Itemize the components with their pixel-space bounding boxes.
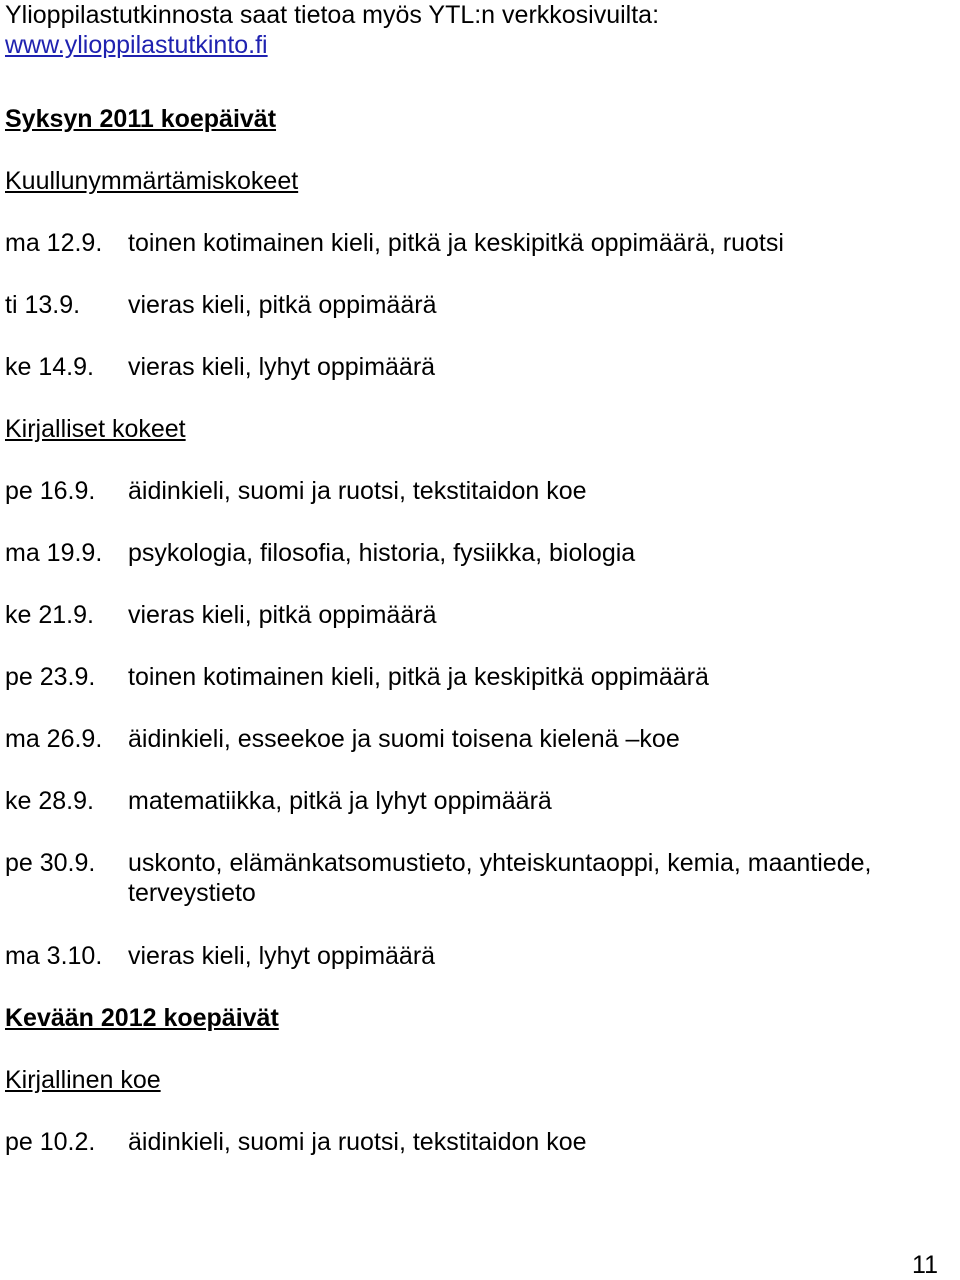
- exam-subject: vieras kieli, lyhyt oppimäärä: [128, 353, 436, 381]
- exam-subject: vieras kieli, pitkä oppimäärä: [128, 291, 437, 319]
- written-exams-heading: Kirjalliset kokeet: [5, 415, 186, 443]
- exam-date: ke 28.9.: [5, 787, 94, 815]
- exam-subject: uskonto, elämänkatsomustieto, yhteiskuntaoppi, kemia, maantiede, terveystieto: [128, 849, 872, 907]
- intro-text: Ylioppilastutkinnosta saat tietoa myös YTL:n verkkosivuilta:: [5, 1, 660, 29]
- exam-date: pe 30.9.: [5, 849, 96, 877]
- ytl-website-link[interactable]: www.ylioppilastutkinto.fi: [5, 31, 268, 59]
- exam-subject: toinen kotimainen kieli, pitkä ja keskipitkä oppimäärä, ruotsi: [128, 229, 784, 257]
- exam-date: ti 13.9.: [5, 291, 81, 319]
- exam-date: ma 12.9.: [5, 229, 103, 257]
- exam-date: ke 21.9.: [5, 601, 94, 629]
- exam-subject: vieras kieli, pitkä oppimäärä: [128, 601, 437, 629]
- exam-subject: äidinkieli, suomi ja ruotsi, tekstitaidon koe: [128, 477, 587, 505]
- exam-date: ma 19.9.: [5, 539, 103, 567]
- exam-subject: matematiikka, pitkä ja lyhyt oppimäärä: [128, 787, 552, 815]
- page-number: 11: [912, 1251, 938, 1279]
- exam-subject: psykologia, filosofia, historia, fysiikka, biologia: [128, 539, 636, 567]
- exam-date: ma 26.9.: [5, 725, 103, 753]
- exam-subject: äidinkieli, suomi ja ruotsi, tekstitaidon koe: [128, 1128, 587, 1156]
- spring-section-title: Kevään 2012 koepäivät: [5, 1004, 279, 1032]
- autumn-section-title: Syksyn 2011 koepäivät: [5, 105, 277, 133]
- spring-written-heading: Kirjallinen koe: [5, 1066, 161, 1094]
- exam-date: ke 14.9.: [5, 353, 94, 381]
- exam-date: pe 10.2.: [5, 1128, 96, 1156]
- exam-date: pe 23.9.: [5, 663, 96, 691]
- exam-subject: vieras kieli, lyhyt oppimäärä: [128, 942, 436, 970]
- listening-exams-heading: Kuullunymmärtämiskokeet: [5, 167, 299, 195]
- exam-subject: toinen kotimainen kieli, pitkä ja keskipitkä oppimäärä: [128, 663, 709, 691]
- exam-date: ma 3.10.: [5, 942, 103, 970]
- exam-date: pe 16.9.: [5, 477, 96, 505]
- exam-subject: äidinkieli, esseekoe ja suomi toisena kielenä –koe: [128, 725, 680, 753]
